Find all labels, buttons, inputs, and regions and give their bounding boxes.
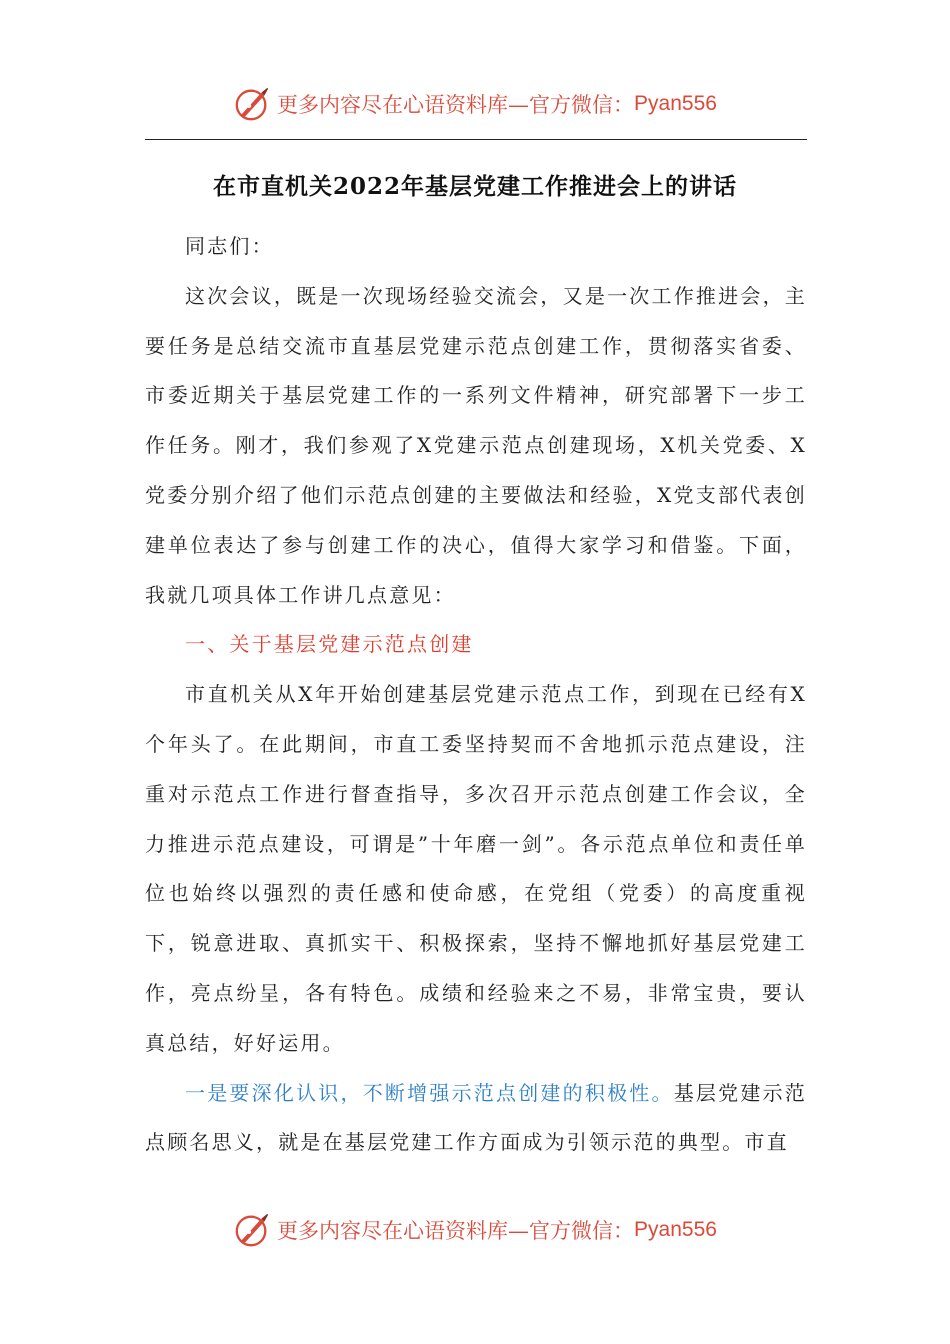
watermark-wechat-id: Pyan556 — [634, 92, 717, 115]
point-1-body: 基层党建示范点顾名思义，就是在基层党建工作方面成为引领示范的典型。市直 — [145, 1080, 807, 1155]
watermark-text: 更多内容尽在心语资料库—官方微信： — [277, 1219, 635, 1243]
page-title: 在市直机关2022年基层党建工作推进会上的讲话 — [212, 173, 737, 200]
pen-nib-circle-icon — [233, 1211, 271, 1249]
section-heading-1: 一、关于基层党建示范点创建 — [185, 632, 474, 657]
watermark-header — [0, 84, 950, 124]
paragraph-point-1 — [145, 1069, 807, 1169]
watermark-text: 更多内容尽在心语资料库—官方微信： — [277, 93, 635, 117]
pen-nib-circle-icon — [233, 85, 271, 123]
document-body — [145, 222, 807, 1168]
header-divider — [145, 139, 807, 140]
paragraph-section-1: 市直机关从X年开始创建基层党建示范点工作，到现在已经有X个年头了。在此期间，市直工委坚持契而不舍地抓示范点建设，注重对示范点工作进行督查指导，多次召开示范点创建工作会议，全力推进示范点建设，可谓是”十年磨一剑”。各示范点单位和责任单位也始终以强烈的责任感和使命感，在党组（党委）的高度重视下，锐意进取、真抓实干、积极探索，坚持不懈地抓好基层党建工作，亮点纷呈，各有特色。成绩和经验来之不易，非常宝贵，要认真总结，好好运用。 — [145, 682, 807, 1055]
paragraph-intro: 这次会议，既是一次现场经验交流会，又是一次工作推进会，主要任务是总结交流市直基层党建示范点创建工作，贯彻落实省委、市委近期关于基层党建工作的一系列文件精神，研究部署下一步工作任务。刚才，我们参观了X党建示范点创建现场，X机关党委、X党委分别介绍了他们示范点创建的主要做法和经验，X党支部代表创建单位表达了参与创建工作的决心，值得大家学习和借鉴。下面，我就几项具体工作讲几点意见： — [145, 283, 807, 607]
point-1-lead: 一是要深化认识，不断增强示范点创建的积极性。 — [185, 1080, 674, 1105]
salutation: 同志们： — [185, 234, 274, 258]
watermark-footer — [0, 1210, 950, 1250]
watermark-wechat-id: Pyan556 — [634, 1218, 717, 1241]
